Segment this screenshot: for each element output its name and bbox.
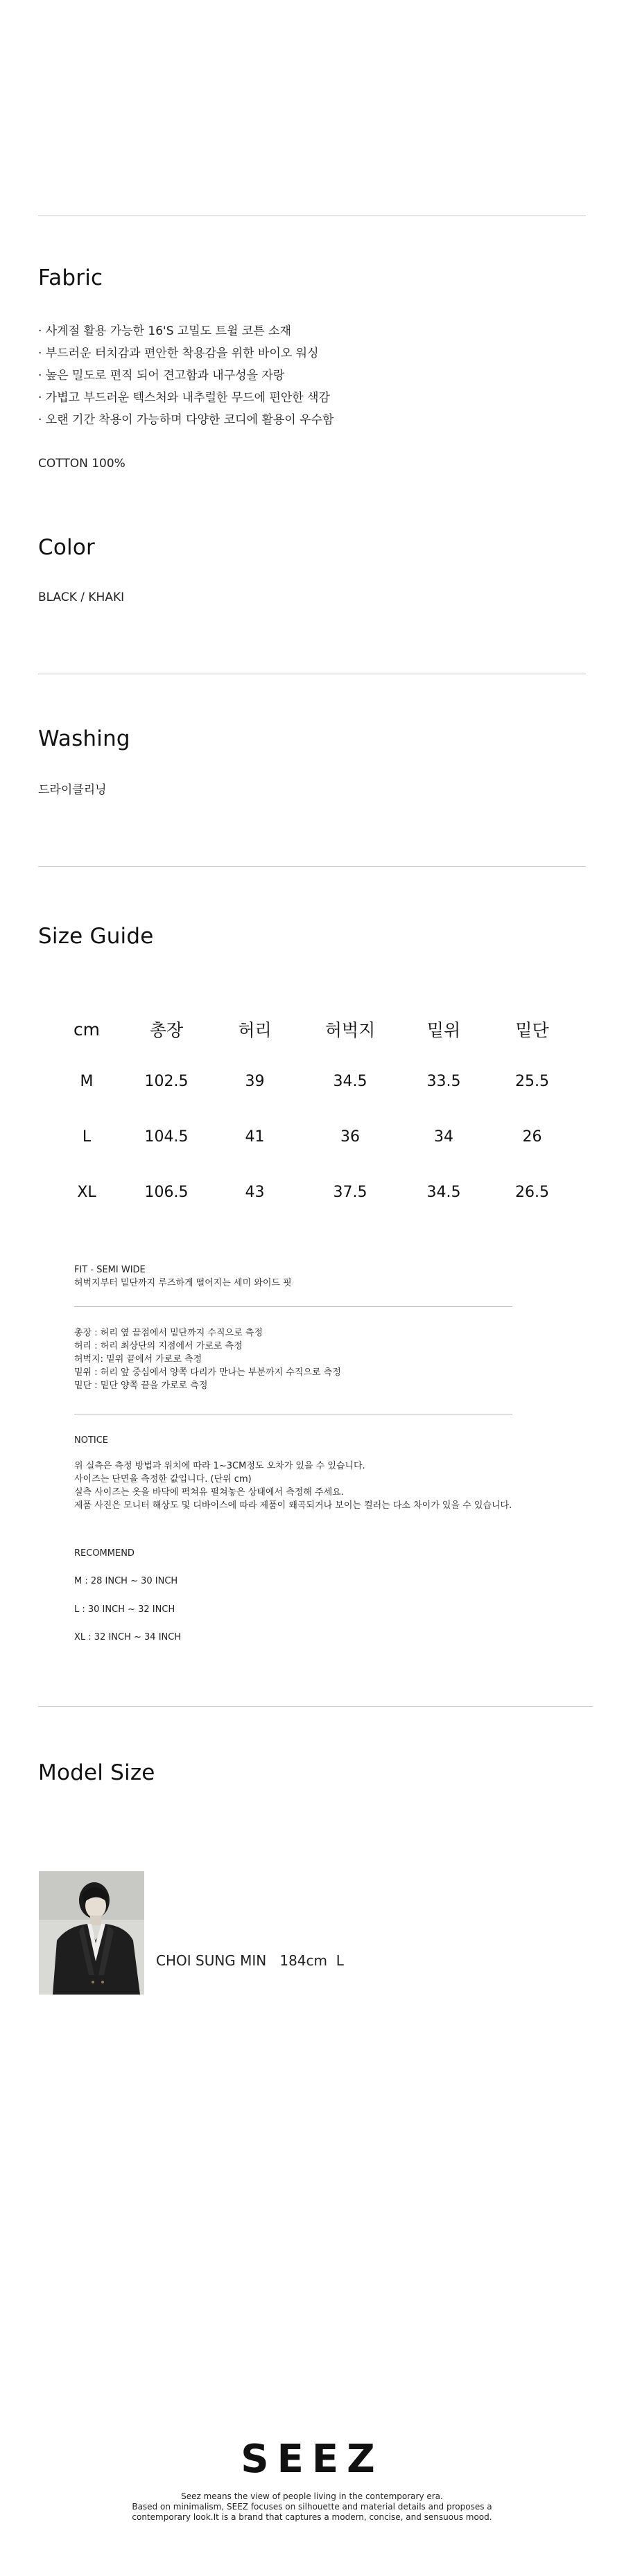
size-cell: 104.5 — [144, 1128, 189, 1146]
notice-line: 실측 사이즈는 옷을 바닥에 펵쳐유 펼쳐놓은 상태에서 측정해 주세요. — [74, 1487, 344, 1498]
measure-note: 총장 : 허리 옆 끝점에서 밑단까지 수직으로 측정 — [74, 1328, 263, 1338]
table-row — [49, 1053, 575, 1109]
brand-tagline-1: Seez means the view of people living in the contemporary era. — [181, 2491, 443, 2501]
size-label: L — [82, 1128, 92, 1146]
size-header-thigh: 허벅지 — [324, 1020, 376, 1040]
model-size-title: Model Size — [38, 1760, 155, 1785]
notice-line: 사이즈는 단면을 측정한 값입니다. (단위 cm) — [74, 1474, 252, 1484]
fabric-bullet: · 오랜 기간 착용이 가능하며 다양한 코디에 활용이 우수함 — [38, 413, 334, 427]
color-title: Color — [38, 535, 95, 560]
size-cell: 34.5 — [333, 1072, 367, 1090]
fabric-bullets — [38, 320, 333, 431]
fit-label: FIT - SEMI WIDE — [74, 1265, 146, 1275]
notice-lines — [74, 1460, 512, 1512]
size-cell: 25.5 — [515, 1072, 549, 1090]
size-header-rise: 밑위 — [426, 1020, 461, 1040]
size-guide-title: Size Guide — [38, 924, 154, 949]
table-row — [49, 1164, 575, 1220]
size-cell: 34.5 — [426, 1183, 461, 1201]
measure-notes — [74, 1326, 341, 1392]
model-photo — [39, 1871, 144, 1995]
fit-description: 허벅지부터 밑단까지 루즈하게 떨어지는 세미 와이드 핏 — [74, 1278, 292, 1288]
fabric-bullet: · 가볍고 부드러운 텍스처와 내추럴한 무드에 편안한 색감 — [38, 391, 330, 405]
notice-line: 제품 사진은 모니터 해상도 및 디바이스에 따라 제품이 왜곡되거나 보이는 컬러는 다소 차이가 있을 수 있습니다. — [74, 1500, 512, 1511]
size-cell: 43 — [245, 1183, 265, 1201]
size-header-waist: 허리 — [238, 1020, 272, 1040]
washing-value: 드라이클리닝 — [38, 783, 107, 797]
model-caption: CHOI SUNG MIN 184cm L — [156, 1952, 344, 1969]
divider-washing — [38, 866, 586, 867]
measure-note: 밑위 : 허리 앞 중심에서 양쪽 다리가 만나는 부분까지 수직으로 측정 — [74, 1367, 341, 1378]
size-header-unit: cm — [73, 1019, 101, 1040]
model-photo-illustration — [39, 1871, 144, 1995]
size-cell: 33.5 — [426, 1072, 461, 1090]
measure-note: 밑단 : 밑단 양쪽 끝을 가로로 측정 — [74, 1381, 208, 1391]
recommend-xl: XL : 32 INCH ~ 34 INCH — [74, 1632, 182, 1642]
brand-tagline-2: Based on minimalism, SEEZ focuses on silhouette and material details and proposes a — [132, 2502, 492, 2512]
recommend-m: M : 28 INCH ~ 30 INCH — [74, 1576, 178, 1586]
size-label: XL — [77, 1183, 96, 1201]
size-header-length: 총장 — [149, 1020, 184, 1040]
size-cell: 26 — [522, 1128, 542, 1146]
size-cell: 39 — [245, 1072, 265, 1090]
notice-label: NOTICE — [74, 1435, 109, 1446]
notice-line: 위 실측은 측정 방법과 위치에 따라 1~3CM정도 오차가 있을 수 있습니다. — [74, 1461, 365, 1471]
size-table-header — [49, 1005, 575, 1053]
size-header-hem: 밑단 — [515, 1020, 549, 1040]
size-cell: 102.5 — [144, 1072, 189, 1090]
size-cell: 106.5 — [144, 1183, 189, 1201]
color-value: BLACK / KHAKI — [38, 590, 125, 604]
fabric-bullet: · 높은 밀도로 편직 되어 견고함과 내구성을 자랑 — [38, 369, 285, 383]
recommend-label: RECOMMEND — [74, 1548, 135, 1559]
fabric-title: Fabric — [38, 265, 103, 290]
size-cell: 41 — [245, 1128, 265, 1146]
fabric-bullet: · 사계절 활용 가능한 16'S 고밀도 트윌 코튼 소재 — [38, 324, 291, 338]
measure-note: 허벅지: 밑위 끝에서 가로로 측정 — [74, 1354, 202, 1365]
washing-title: Washing — [38, 726, 130, 751]
size-cell: 26.5 — [515, 1183, 549, 1201]
size-cell: 34 — [434, 1128, 453, 1146]
measure-note: 허리 : 허리 최상단의 지점에서 가로로 측정 — [74, 1341, 243, 1351]
fabric-bullet: · 부드러운 터치감과 편안한 착용감을 위한 바이오 워싱 — [38, 347, 319, 360]
size-label: M — [80, 1072, 94, 1090]
table-row — [49, 1109, 575, 1164]
size-table — [49, 1005, 575, 1220]
size-cell: 36 — [340, 1128, 360, 1146]
recommend-l: L : 30 INCH ~ 32 INCH — [74, 1604, 175, 1615]
divider-size-guide — [38, 1706, 593, 1707]
size-cell: 37.5 — [333, 1183, 367, 1201]
divider-fit — [74, 1306, 512, 1307]
brand-tagline-3: contemporary look.It is a brand that captures a modern, concise, and sensuous mood. — [132, 2512, 492, 2522]
fabric-composition: COTTON 100% — [38, 457, 125, 471]
brand-logo: SEEZ — [241, 2437, 383, 2482]
